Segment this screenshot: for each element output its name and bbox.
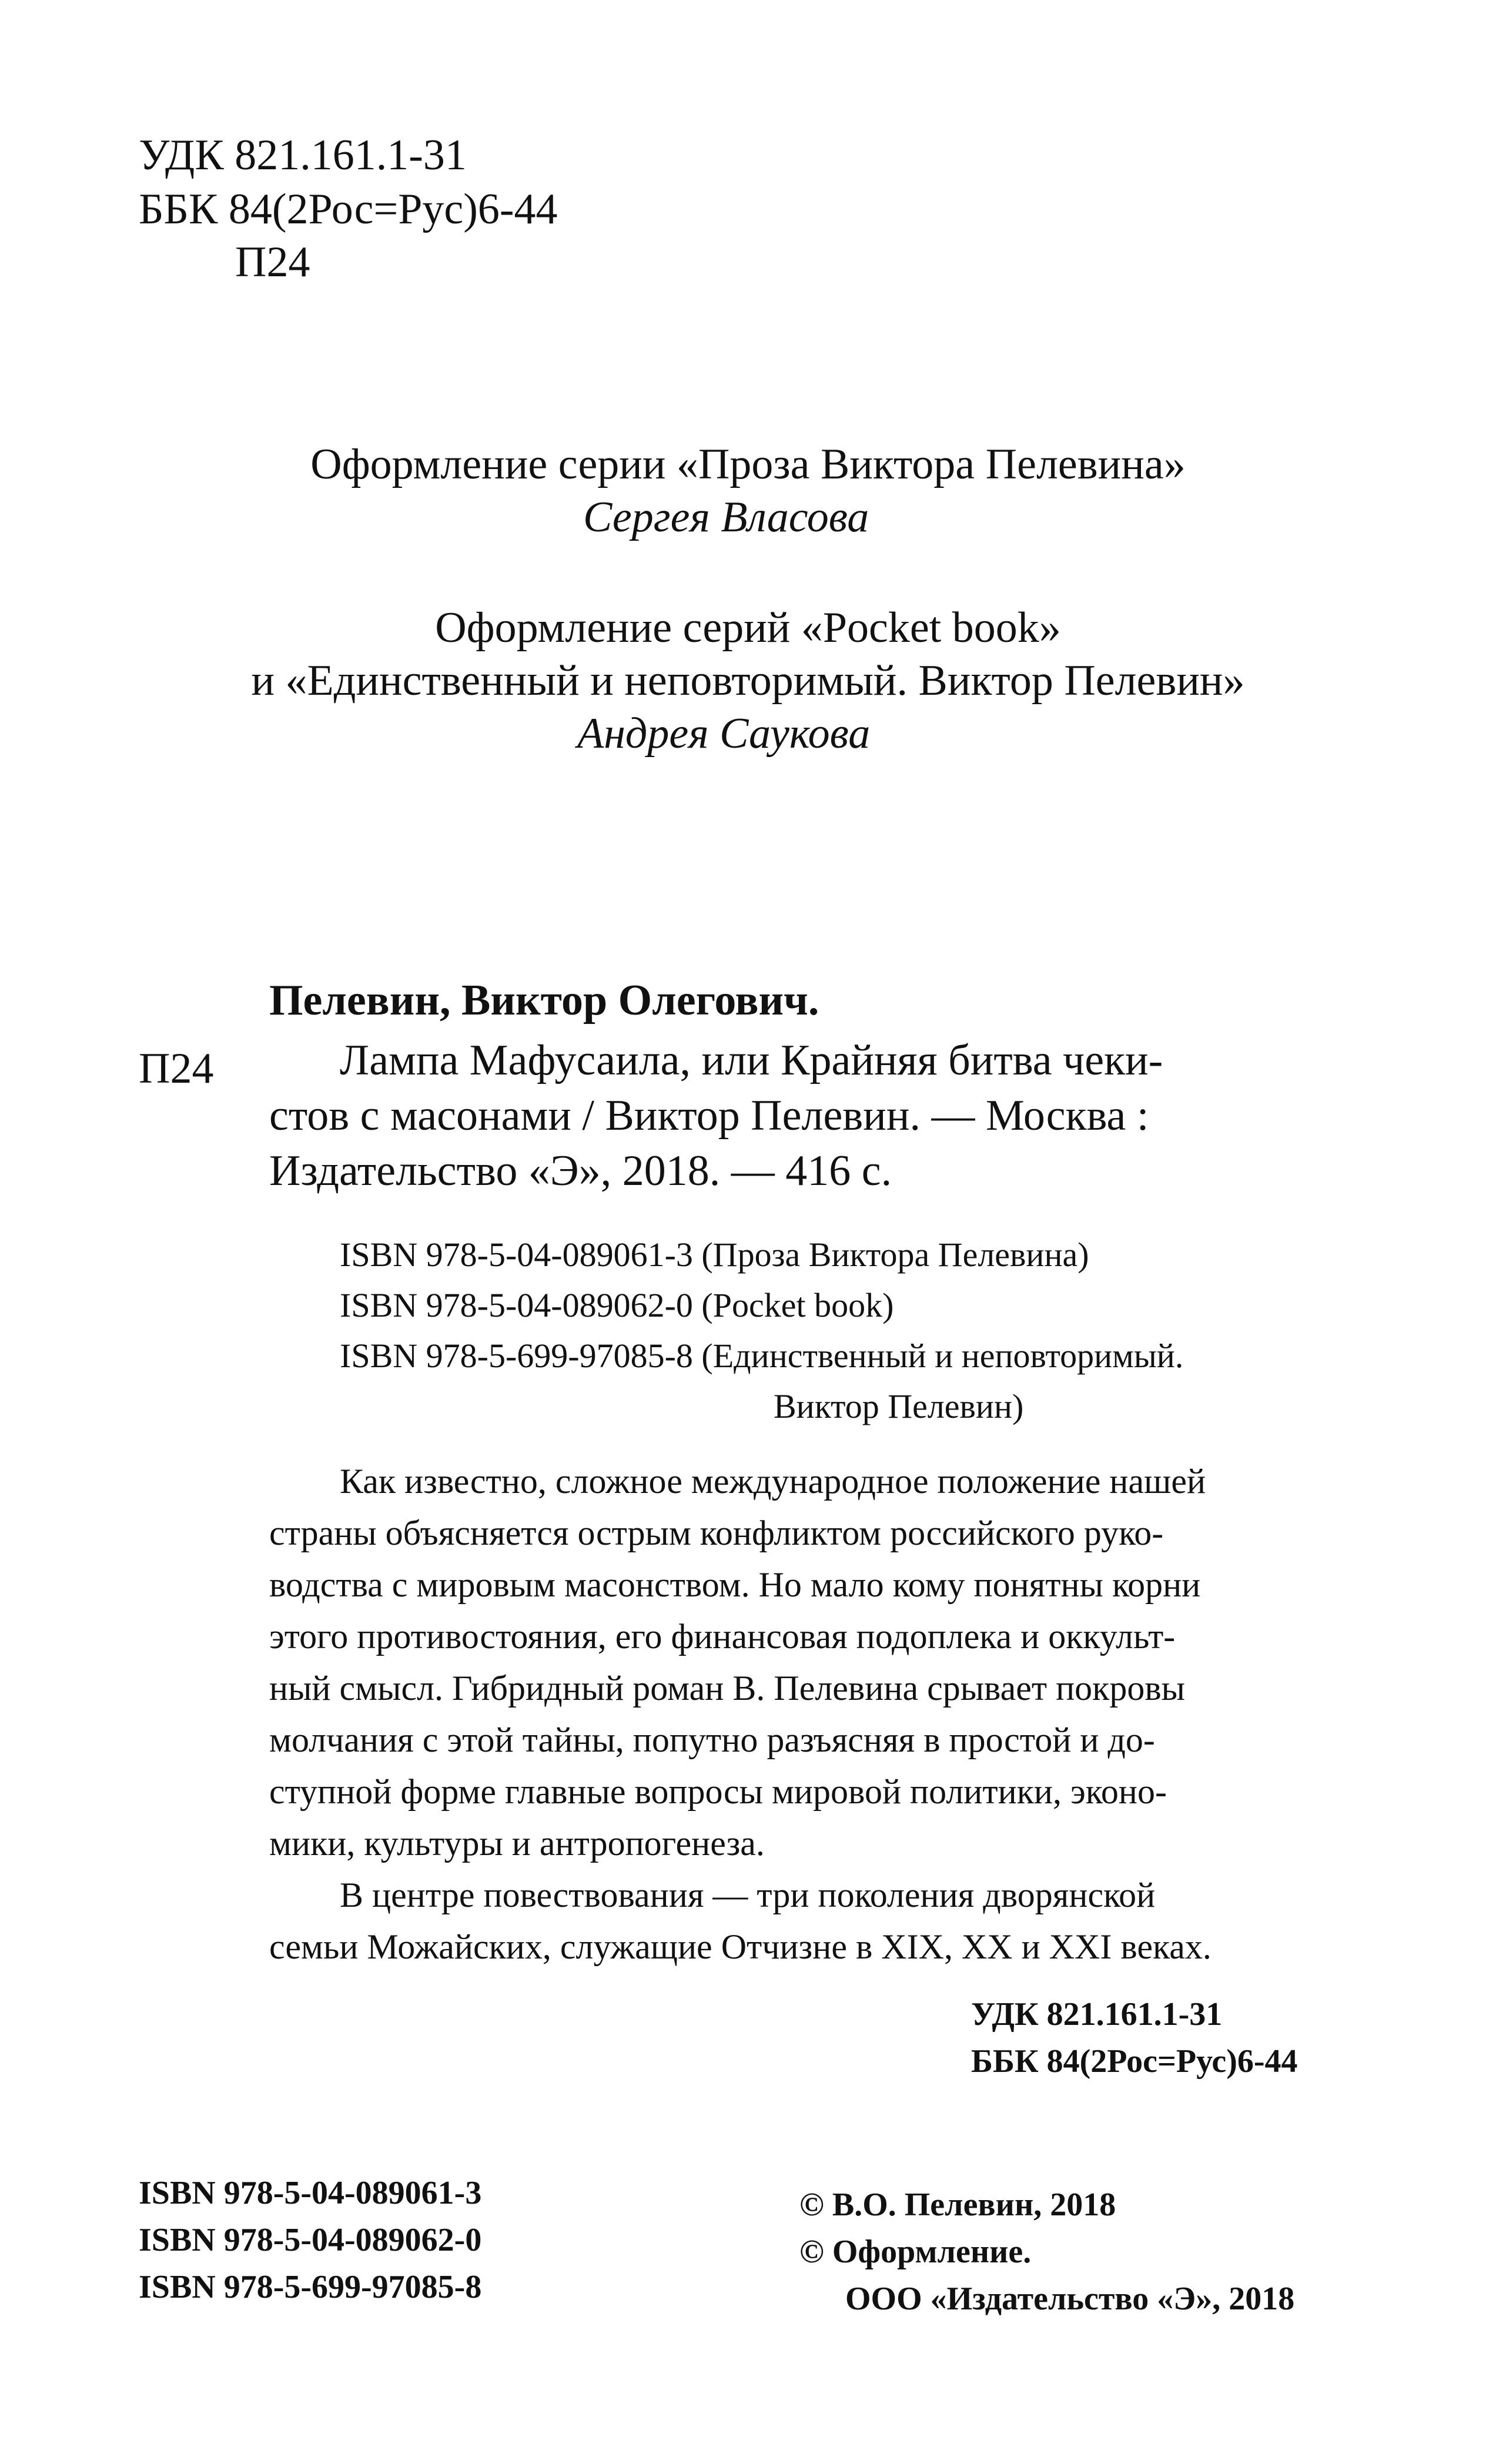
copyright-author: © В.О. Пелевин, 2018 — [799, 2187, 1116, 2223]
catalog-mark: П24 — [139, 1044, 214, 1093]
annotation-line: страны объясняется острым конфликтом российского руко- — [269, 1514, 1164, 1552]
catalog-isbn-line: ISBN 978-5-04-089061-3 (Проза Виктора Пелевина) — [340, 1236, 1089, 1274]
footer-isbn: ISBN 978-5-699-97085-8 — [139, 2269, 482, 2305]
series2-designer: Андрея Саукова — [577, 709, 871, 758]
card-udk: УДК 821.161.1-31 — [971, 1996, 1223, 2033]
author-mark-header: П24 — [235, 238, 310, 286]
catalog-isbn-line: ISBN 978-5-04-089062-0 (Pocket book) — [340, 1286, 894, 1324]
annotation-line: семьи Можайских, служащие Отчизне в XIX, XX и XXI веках. — [269, 1927, 1211, 1966]
annotation-line: В центре повествования — три поколения дворянской — [340, 1876, 1156, 1914]
annotation-line: ступной форме главные вопросы мировой политики, эконо- — [269, 1772, 1167, 1811]
bbk-header: ББК 84(2Рос=Рус)6-44 — [139, 185, 558, 233]
series1-credit: Оформление серии «Проза Виктора Пелевина» — [310, 440, 1186, 488]
annotation-line: молчания с этой тайны, попутно разъясняя в простой и до- — [269, 1720, 1155, 1759]
footer-isbn: ISBN 978-5-04-089061-3 — [139, 2175, 482, 2211]
copyright-publisher: ООО «Издательство «Э», 2018 — [845, 2281, 1295, 2317]
annotation-line: Как известно, сложное международное положение нашей — [340, 1462, 1206, 1501]
catalog-isbn-line: Виктор Пелевин) — [774, 1387, 1024, 1425]
catalog-description-line: Издательство «Э», 2018. — 416 с. — [269, 1147, 892, 1195]
udk-header: УДК 821.161.1-31 — [139, 131, 467, 179]
annotation-line: ный смысл. Гибридный роман В. Пелевина срывает покровы — [269, 1669, 1185, 1708]
catalog-description-line: Лампа Мафусаила, или Крайняя битва чеки- — [340, 1036, 1163, 1084]
series2-credit-line1: Оформление серий «Pocket book» — [435, 604, 1061, 652]
series2-credit-line2: и «Единственный и неповторимый. Виктор Пелевин» — [251, 657, 1245, 705]
annotation-line: водства с мировым масонством. Но мало кому понятны корни — [269, 1565, 1201, 1604]
annotation-line: мики, культуры и антропогенеза. — [269, 1824, 765, 1863]
card-bbk: ББК 84(2Рос=Рус)6-44 — [971, 2043, 1298, 2080]
catalog-isbn-line: ISBN 978-5-699-97085-8 (Единственный и неповторимый. — [340, 1337, 1184, 1375]
catalog-author: Пелевин, Виктор Олегович. — [269, 976, 819, 1025]
catalog-description-line: стов с масонами / Виктор Пелевин. — Москва : — [269, 1092, 1149, 1140]
annotation-line: этого противостояния, его финансовая подоплека и оккульт- — [269, 1617, 1176, 1656]
footer-isbn: ISBN 978-5-04-089062-0 — [139, 2222, 482, 2258]
copyright-design: © Оформление. — [799, 2234, 1032, 2270]
series1-designer: Сергея Власова — [583, 493, 869, 541]
